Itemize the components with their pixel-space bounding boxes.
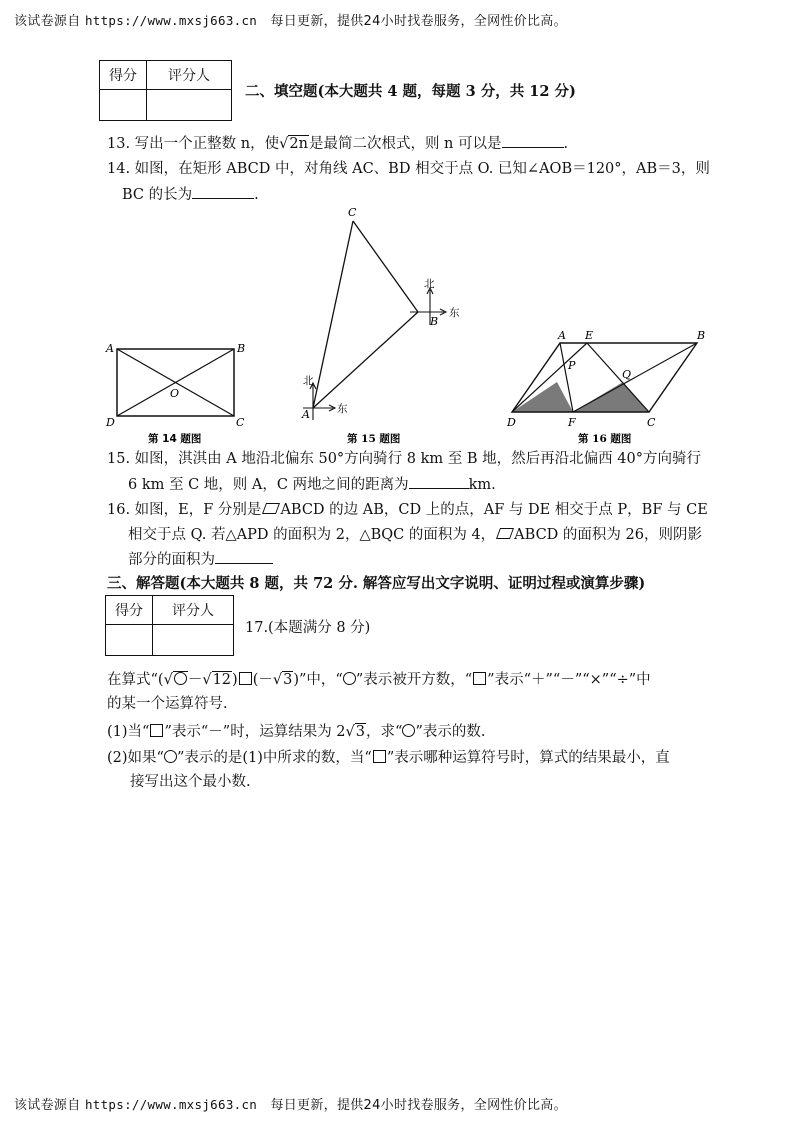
q13-end: .: [563, 136, 569, 152]
header-tail: 每日更新，提供24小时找卷服务，全网性价比高。: [270, 14, 567, 29]
q13-text-b: 是最简二次根式，则 n 可以是: [308, 136, 502, 152]
q17-radicand-3: 3: [283, 672, 293, 688]
q17-stem-line2: 的某一个运算符号.: [107, 696, 228, 712]
fig16-label-q: Q: [622, 368, 632, 381]
fig15-label-b: B: [430, 315, 439, 328]
circle-icon: [164, 750, 177, 763]
q13-radicand: 2n: [289, 136, 308, 152]
figure-14: [105, 342, 245, 445]
fig15-label-a: A: [302, 408, 310, 421]
fig16-label-b: B: [697, 329, 706, 342]
grader-cell[interactable]: [147, 90, 232, 121]
q17-stem-a: 在算式“(: [107, 672, 164, 688]
q16-answer-blank[interactable]: [215, 549, 273, 564]
grader-header: 评分人: [147, 61, 232, 90]
q17-p1-radicand: 3: [355, 724, 366, 740]
fig16-label-a: A: [558, 329, 566, 342]
q13-text-a: 13. 写出一个正整数 n，使: [107, 136, 280, 152]
fig15-segment-ab: [313, 312, 418, 408]
q17-radical-circle: [173, 671, 188, 688]
q14-text: BC 的长为: [122, 187, 193, 203]
q16-text-c: 相交于点 Q. 若△APD 的面积为 2，△BQC 的面积为 4，: [128, 527, 496, 543]
fig15-east-label-b: 东: [449, 307, 460, 319]
q17-p2-b: ”表示的是(1)中所求的数，当“: [176, 750, 372, 766]
q16-text-a: 16. 如图，E，F 分别是: [107, 502, 262, 518]
question-13: 13. 写出一个正整数 n，使√2n是最简二次根式，则 n 可以是 .: [107, 133, 568, 154]
q14-answer-blank[interactable]: [192, 184, 254, 199]
score-header: 得分: [100, 61, 147, 90]
q14-end: .: [254, 187, 259, 203]
q17-p1-d: ”表示的数.: [415, 724, 486, 740]
q17-stem-line1: 在算式“(√ －√12) (－√3)”中，“ ”表示被开方数，“ ”表示“＋”“－”“×”“÷”中: [107, 672, 651, 688]
header-url-link[interactable]: https://www.mxsj663.cn: [84, 13, 258, 28]
fig15-north-label-b: 北: [424, 278, 435, 290]
q13-answer-blank[interactable]: [502, 133, 564, 148]
q17-part2-line1: [107, 748, 670, 768]
score-box: [99, 60, 232, 121]
fig15-segment-bc: [353, 221, 418, 312]
fig14-label-a: A: [106, 342, 114, 355]
footer-lead: 该试卷源自: [14, 1098, 81, 1113]
fig16-label-f: F: [568, 416, 576, 429]
q17-part1: (1)当“ ”表示“－”时，运算结果为 2√3，求“ ”表示的数.: [107, 724, 486, 740]
fig15-label-c: C: [348, 206, 357, 219]
score-cell[interactable]: [106, 625, 153, 656]
circle-icon: [343, 672, 356, 685]
section2-title: 二、填空题(本大题共 4 题，每题 3 分，共 12 分): [245, 83, 576, 100]
q17-radicand-12: 12: [212, 672, 232, 688]
fig14-label-c: C: [236, 416, 245, 429]
q16-text-e: 部分的面积为: [128, 552, 215, 568]
q16-line2: [128, 525, 702, 545]
fig15-east-label-a: 东: [337, 403, 348, 415]
fig16-shaded-left: [512, 382, 573, 412]
fig16-label-d: D: [507, 416, 516, 429]
q16-line3: [128, 549, 273, 570]
q14-line1: 14. 如图，在矩形 ABCD 中，对角线 AC、BD 相交于点 O. 已知∠AOB＝120°，AB＝3，则: [107, 161, 710, 177]
q17-p2-a: (2)如果“: [107, 750, 164, 766]
q17-p1-b: ”表示“－”时，运算结果为 2: [164, 724, 346, 740]
q17-stem-d: (－: [252, 672, 273, 688]
circle-icon: [402, 724, 415, 737]
score-cell[interactable]: [100, 90, 147, 121]
fig16-label-c: C: [647, 416, 656, 429]
fig14-label-o: O: [170, 387, 180, 400]
parallelogram-icon: [262, 503, 280, 514]
q15-line2: [128, 474, 496, 495]
fig14-label-d: D: [106, 416, 115, 429]
q15-answer-blank[interactable]: [409, 474, 469, 489]
fig15-caption: 第 15 题图: [347, 433, 401, 445]
fig16-caption: 第 16 题图: [578, 433, 632, 445]
fig15-segment-ca: [313, 221, 353, 408]
figures-area: [0, 200, 794, 450]
page-footer: [14, 1094, 567, 1113]
parallelogram-icon: [496, 528, 514, 539]
figure-15: [301, 206, 460, 445]
page-header: [14, 10, 567, 29]
circle-icon: [174, 672, 187, 685]
square-icon: [473, 672, 486, 685]
fig16-label-p: P: [568, 359, 576, 372]
q16-text-d: ABCD 的面积为 26，则阴影: [514, 527, 702, 543]
q17-stem-e: )”中，“: [293, 672, 343, 688]
q15-unit: km.: [468, 477, 496, 493]
q17-part2-line2: 接写出这个最小数.: [130, 774, 251, 790]
score-header: 得分: [106, 596, 153, 625]
square-icon: [373, 750, 386, 763]
figure-16: [506, 329, 705, 445]
footer-tail: 每日更新，提供24小时找卷服务，全网性价比高。: [270, 1098, 567, 1113]
q17-p1-c: ，求“: [366, 724, 403, 740]
square-icon: [150, 724, 163, 737]
q17-stem-f: ”表示被开方数，“: [355, 672, 473, 688]
grader-cell[interactable]: [153, 625, 234, 656]
fig16-shaded-right: [573, 382, 649, 412]
q17-title: 17.(本题满分 8 分): [245, 620, 371, 636]
q16-line1: [107, 500, 708, 520]
q15-line1: 15. 如图，淇淇由 A 地沿北偏东 50°方向骑行 8 km 至 B 地，然后再沿北偏西 40°方向骑行: [107, 451, 701, 467]
grader-header: 评分人: [153, 596, 234, 625]
q15-text: 6 km 至 C 地，则 A，C 两地之间的距离为: [128, 477, 409, 493]
q17-p2-c: ”表示哪种运算符号时，算式的结果最小，直: [386, 750, 670, 766]
q17-stem-c: ): [232, 672, 238, 688]
q17-stem-b: －: [187, 672, 203, 688]
q17-stem-g: ”表示“＋”“－”“×”“÷”中: [487, 672, 651, 688]
square-icon: [239, 672, 252, 685]
q16-text-b: ABCD 的边 AB，CD 上的点，AF 与 DE 相交于点 P，BF 与 CE: [280, 502, 708, 518]
score-box: [105, 595, 234, 656]
section3-title: 三、解答题(本大题共 8 题，共 72 分. 解答应写出文字说明、证明过程或演算步骤): [107, 575, 646, 592]
q17-p1-a: (1)当“: [107, 724, 150, 740]
header-lead: 该试卷源自: [14, 14, 81, 29]
fig14-label-b: B: [237, 342, 246, 355]
fig14-caption: 第 14 题图: [148, 433, 202, 445]
fig15-north-label-a: 北: [303, 375, 314, 387]
footer-url-link[interactable]: https://www.mxsj663.cn: [84, 1097, 258, 1112]
fig16-label-e: E: [585, 329, 594, 342]
